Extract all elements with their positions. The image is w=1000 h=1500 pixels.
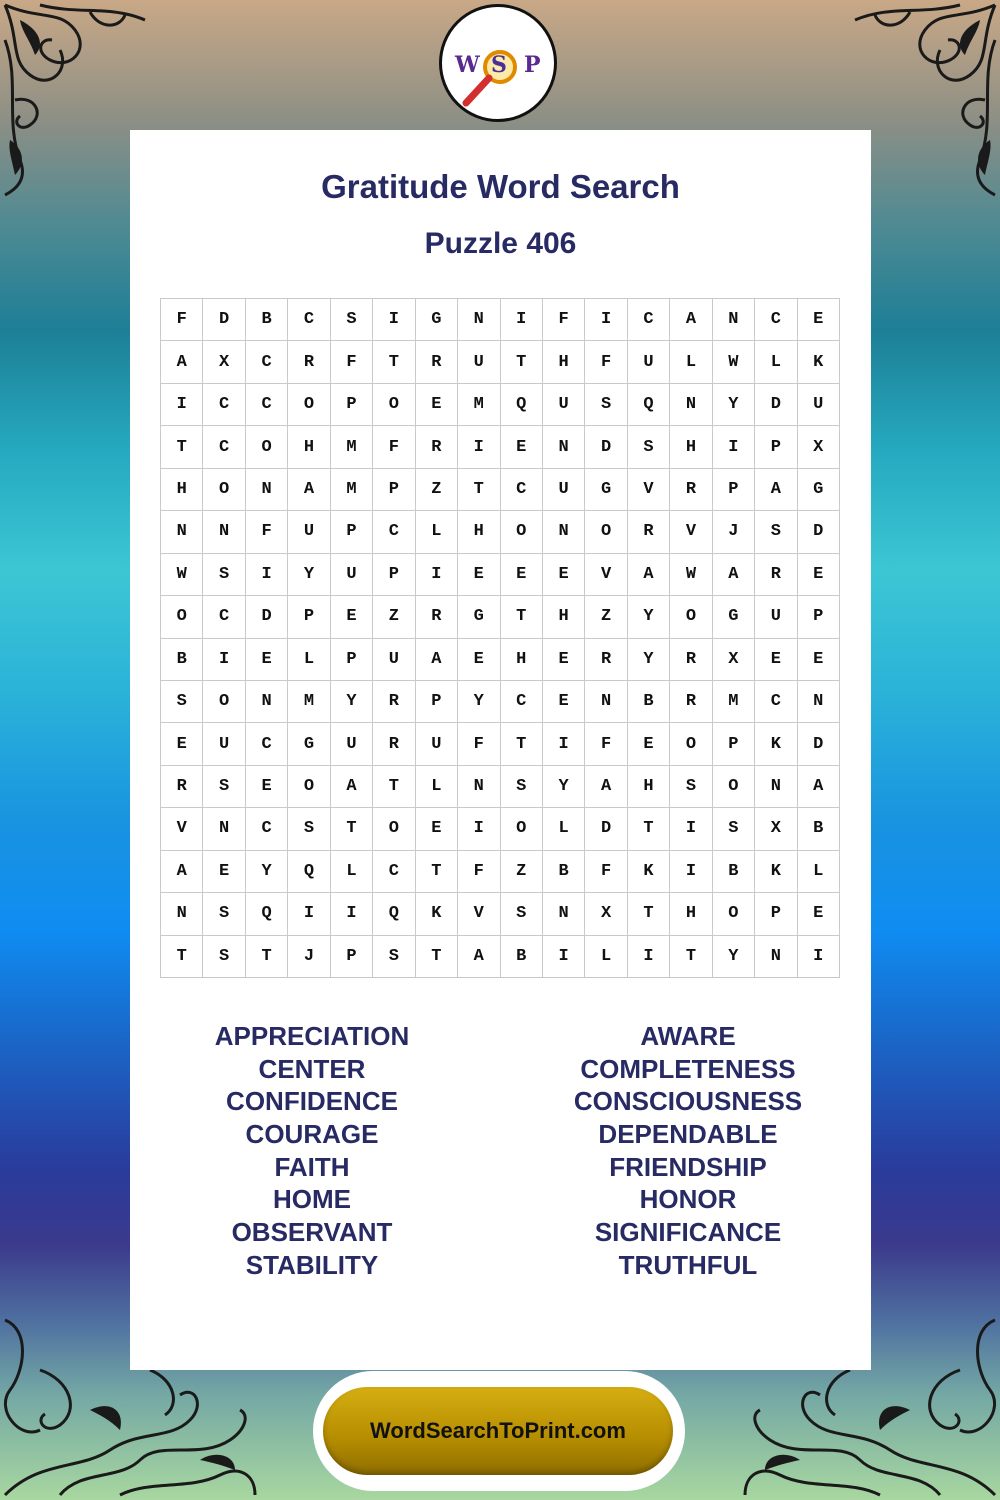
grid-cell[interactable]: N xyxy=(798,681,840,723)
grid-cell[interactable]: F xyxy=(458,723,500,765)
grid-cell[interactable]: V xyxy=(670,511,712,553)
grid-cell[interactable]: Q xyxy=(246,893,288,935)
grid-cell[interactable]: M xyxy=(458,384,500,426)
grid-cell[interactable]: Z xyxy=(416,469,458,511)
grid-cell[interactable]: B xyxy=(798,808,840,850)
grid-cell[interactable]: F xyxy=(585,341,627,383)
ornament-top-right-icon xyxy=(850,0,1000,200)
grid-cell[interactable]: Q xyxy=(501,384,543,426)
grid-cell[interactable]: Y xyxy=(543,766,585,808)
grid-cell[interactable]: M xyxy=(331,426,373,468)
grid-cell[interactable]: E xyxy=(755,639,797,681)
grid-cell[interactable]: T xyxy=(161,936,203,978)
grid-cell[interactable]: L xyxy=(755,341,797,383)
grid-cell[interactable]: C xyxy=(628,299,670,341)
grid-cell[interactable]: O xyxy=(288,384,330,426)
grid-cell[interactable]: P xyxy=(288,596,330,638)
grid-cell[interactable]: B xyxy=(628,681,670,723)
grid-cell[interactable]: A xyxy=(458,936,500,978)
grid-cell[interactable]: J xyxy=(713,511,755,553)
grid-cell[interactable]: I xyxy=(501,299,543,341)
logo-letter-p: P xyxy=(524,52,541,78)
grid-cell[interactable]: H xyxy=(543,596,585,638)
grid-cell[interactable]: T xyxy=(501,723,543,765)
footer-banner xyxy=(313,1371,685,1491)
grid-cell[interactable]: U xyxy=(331,723,373,765)
grid-cell[interactable]: I xyxy=(713,426,755,468)
grid-cell[interactable]: E xyxy=(458,554,500,596)
grid-cell[interactable]: Y xyxy=(628,596,670,638)
grid-cell[interactable]: R xyxy=(416,426,458,468)
grid-cell[interactable]: N xyxy=(246,469,288,511)
grid-cell[interactable]: K xyxy=(755,723,797,765)
grid-cell[interactable]: X xyxy=(585,893,627,935)
word-item: OBSERVANT xyxy=(231,1217,393,1248)
grid-cell[interactable]: K xyxy=(416,893,458,935)
grid-cell[interactable]: I xyxy=(416,554,458,596)
grid-cell[interactable]: S xyxy=(331,299,373,341)
grid-cell[interactable]: M xyxy=(288,681,330,723)
grid-cell[interactable]: I xyxy=(331,893,373,935)
grid-cell[interactable]: L xyxy=(331,851,373,893)
grid-cell[interactable]: T xyxy=(670,936,712,978)
grid-cell[interactable]: U xyxy=(458,341,500,383)
puzzle-card xyxy=(130,130,871,1370)
grid-cell[interactable]: L xyxy=(416,766,458,808)
grid-cell[interactable]: D xyxy=(585,426,627,468)
grid-cell[interactable]: F xyxy=(543,299,585,341)
grid-cell[interactable]: N xyxy=(543,511,585,553)
grid-cell[interactable]: C xyxy=(501,681,543,723)
footer-link[interactable] xyxy=(323,1387,673,1475)
grid-cell[interactable]: Y xyxy=(713,936,755,978)
word-item: SIGNIFICANCE xyxy=(594,1217,782,1248)
grid-cell[interactable]: U xyxy=(755,596,797,638)
grid-cell[interactable]: B xyxy=(713,851,755,893)
grid-cell[interactable]: G xyxy=(713,596,755,638)
grid-cell[interactable]: S xyxy=(670,766,712,808)
grid-cell[interactable]: U xyxy=(203,723,245,765)
grid-cell[interactable]: E xyxy=(798,299,840,341)
grid-cell[interactable]: E xyxy=(246,766,288,808)
grid-cell[interactable]: C xyxy=(246,723,288,765)
grid-cell[interactable]: I xyxy=(798,936,840,978)
grid-cell[interactable]: L xyxy=(585,936,627,978)
word-item: CENTER xyxy=(258,1053,366,1084)
grid-cell[interactable]: A xyxy=(713,554,755,596)
grid-cell[interactable]: C xyxy=(246,384,288,426)
grid-cell[interactable]: I xyxy=(458,808,500,850)
grid-cell[interactable]: U xyxy=(798,384,840,426)
grid-cell[interactable]: E xyxy=(161,723,203,765)
grid-cell[interactable]: X xyxy=(203,341,245,383)
grid-cell[interactable]: E xyxy=(416,808,458,850)
grid-cell[interactable]: N xyxy=(458,299,500,341)
grid-cell[interactable]: I xyxy=(458,426,500,468)
grid-cell[interactable]: Y xyxy=(713,384,755,426)
grid-cell[interactable]: R xyxy=(416,596,458,638)
grid-cell[interactable]: S xyxy=(161,681,203,723)
grid-cell[interactable]: Y xyxy=(628,639,670,681)
grid-cell[interactable]: E xyxy=(798,639,840,681)
grid-cell[interactable]: T xyxy=(628,893,670,935)
grid-cell[interactable]: V xyxy=(585,554,627,596)
grid-cell[interactable]: S xyxy=(288,808,330,850)
grid-cell[interactable]: R xyxy=(670,639,712,681)
grid-cell[interactable]: R xyxy=(416,341,458,383)
grid-cell[interactable]: U xyxy=(416,723,458,765)
grid-cell[interactable]: O xyxy=(713,893,755,935)
letter-grid xyxy=(160,298,840,978)
grid-cell[interactable]: M xyxy=(331,469,373,511)
grid-cell[interactable]: X xyxy=(755,808,797,850)
grid-cell[interactable]: C xyxy=(203,426,245,468)
grid-cell[interactable]: R xyxy=(373,681,415,723)
grid-cell[interactable]: P xyxy=(373,554,415,596)
grid-cell[interactable]: A xyxy=(288,469,330,511)
grid-cell[interactable]: O xyxy=(670,723,712,765)
grid-cell[interactable]: O xyxy=(501,808,543,850)
word-item: APPRECIATION xyxy=(214,1021,410,1051)
grid-cell[interactable]: P xyxy=(713,723,755,765)
grid-cell[interactable]: E xyxy=(543,639,585,681)
grid-cell[interactable]: V xyxy=(161,808,203,850)
grid-cell[interactable]: C xyxy=(755,681,797,723)
grid-cell[interactable]: I xyxy=(585,299,627,341)
grid-cell[interactable]: N xyxy=(203,511,245,553)
grid-cell[interactable]: N xyxy=(161,511,203,553)
grid-cell[interactable]: P xyxy=(331,384,373,426)
grid-cell[interactable]: F xyxy=(373,426,415,468)
grid-cell[interactable]: I xyxy=(288,893,330,935)
grid-cell[interactable]: S xyxy=(713,808,755,850)
grid-cell[interactable]: T xyxy=(246,936,288,978)
grid-cell[interactable]: L xyxy=(416,511,458,553)
grid-cell[interactable]: I xyxy=(161,384,203,426)
grid-cell[interactable]: T xyxy=(331,808,373,850)
grid-cell[interactable]: H xyxy=(501,639,543,681)
grid-cell[interactable]: Y xyxy=(458,681,500,723)
grid-cell[interactable]: O xyxy=(203,681,245,723)
grid-cell[interactable]: I xyxy=(203,639,245,681)
grid-cell[interactable]: D xyxy=(755,384,797,426)
grid-cell[interactable]: W xyxy=(713,341,755,383)
word-list-left xyxy=(162,1020,462,1282)
grid-cell[interactable]: N xyxy=(161,893,203,935)
word-item: TRUTHFUL xyxy=(618,1249,758,1280)
grid-cell[interactable]: R xyxy=(670,469,712,511)
grid-cell[interactable]: G xyxy=(288,723,330,765)
grid-cell[interactable]: G xyxy=(585,469,627,511)
grid-cell[interactable]: T xyxy=(416,936,458,978)
grid-cell[interactable]: L xyxy=(288,639,330,681)
grid-cell[interactable]: J xyxy=(288,936,330,978)
grid-cell[interactable]: T xyxy=(501,596,543,638)
grid-cell[interactable]: P xyxy=(331,639,373,681)
grid-cell[interactable]: C xyxy=(203,384,245,426)
grid-cell[interactable]: O xyxy=(246,426,288,468)
grid-cell[interactable]: O xyxy=(203,469,245,511)
word-item: DEPENDABLE xyxy=(598,1119,778,1150)
grid-cell[interactable]: E xyxy=(203,851,245,893)
grid-cell[interactable]: I xyxy=(543,723,585,765)
grid-cell[interactable]: H xyxy=(543,341,585,383)
grid-cell[interactable]: F xyxy=(161,299,203,341)
grid-cell[interactable]: E xyxy=(798,554,840,596)
grid-cell[interactable]: A xyxy=(670,299,712,341)
grid-cell[interactable]: S xyxy=(628,426,670,468)
grid-cell[interactable]: B xyxy=(543,851,585,893)
word-item: FRIENDSHIP xyxy=(609,1151,767,1182)
grid-cell[interactable]: Y xyxy=(288,554,330,596)
grid-cell[interactable]: O xyxy=(585,511,627,553)
grid-cell[interactable]: N xyxy=(755,936,797,978)
grid-cell[interactable]: V xyxy=(628,469,670,511)
grid-cell[interactable]: O xyxy=(161,596,203,638)
grid-cell[interactable]: S xyxy=(755,511,797,553)
grid-cell[interactable]: I xyxy=(246,554,288,596)
grid-cell[interactable]: P xyxy=(416,681,458,723)
grid-cell[interactable]: A xyxy=(585,766,627,808)
logo-letter-s: S xyxy=(491,52,507,78)
grid-cell[interactable]: G xyxy=(458,596,500,638)
grid-cell[interactable]: U xyxy=(628,341,670,383)
footer-site-name: WordSearchToPrint.com xyxy=(370,1418,626,1443)
grid-cell[interactable]: N xyxy=(458,766,500,808)
grid-cell[interactable]: R xyxy=(755,554,797,596)
grid-cell[interactable]: P xyxy=(755,426,797,468)
grid-cell[interactable]: D xyxy=(246,596,288,638)
grid-cell[interactable]: E xyxy=(543,681,585,723)
grid-cell[interactable]: A xyxy=(331,766,373,808)
grid-cell[interactable]: I xyxy=(373,299,415,341)
grid-cell[interactable]: Y xyxy=(331,681,373,723)
grid-cell[interactable]: S xyxy=(501,893,543,935)
grid-cell[interactable]: U xyxy=(543,384,585,426)
grid-cell[interactable]: I xyxy=(670,851,712,893)
grid-cell[interactable]: A xyxy=(161,341,203,383)
grid-cell[interactable]: L xyxy=(670,341,712,383)
grid-cell[interactable]: E xyxy=(416,384,458,426)
grid-cell[interactable]: I xyxy=(670,808,712,850)
grid-cell[interactable]: R xyxy=(288,341,330,383)
grid-cell[interactable]: R xyxy=(585,639,627,681)
grid-cell[interactable]: D xyxy=(585,808,627,850)
grid-cell[interactable]: A xyxy=(798,766,840,808)
grid-cell[interactable]: L xyxy=(543,808,585,850)
grid-cell[interactable]: C xyxy=(373,851,415,893)
word-item: AWARE xyxy=(640,1021,736,1051)
grid-cell[interactable]: F xyxy=(585,851,627,893)
word-item: FAITH xyxy=(274,1151,350,1182)
grid-cell[interactable]: H xyxy=(161,469,203,511)
grid-cell[interactable]: W xyxy=(670,554,712,596)
grid-cell[interactable]: R xyxy=(161,766,203,808)
grid-cell[interactable]: P xyxy=(331,936,373,978)
grid-cell[interactable]: T xyxy=(373,766,415,808)
grid-cell[interactable]: C xyxy=(246,808,288,850)
grid-cell[interactable]: A xyxy=(628,554,670,596)
grid-cell[interactable]: T xyxy=(458,469,500,511)
grid-cell[interactable]: F xyxy=(246,511,288,553)
grid-cell[interactable]: Q xyxy=(628,384,670,426)
grid-cell[interactable]: O xyxy=(713,766,755,808)
grid-cell[interactable]: Z xyxy=(585,596,627,638)
site-logo[interactable] xyxy=(439,4,557,122)
grid-cell[interactable]: G xyxy=(798,469,840,511)
grid-cell[interactable]: I xyxy=(628,936,670,978)
grid-cell[interactable]: L xyxy=(798,851,840,893)
grid-cell[interactable]: E xyxy=(501,426,543,468)
word-item: HONOR xyxy=(639,1184,737,1215)
grid-cell[interactable]: N xyxy=(203,808,245,850)
grid-cell[interactable]: B xyxy=(246,299,288,341)
grid-cell[interactable]: E xyxy=(331,596,373,638)
grid-cell[interactable]: N xyxy=(755,766,797,808)
grid-cell[interactable]: O xyxy=(670,596,712,638)
grid-cell[interactable]: H xyxy=(288,426,330,468)
grid-cell[interactable]: X xyxy=(798,426,840,468)
grid-cell[interactable]: M xyxy=(713,681,755,723)
grid-cell[interactable]: T xyxy=(373,341,415,383)
grid-cell[interactable]: T xyxy=(161,426,203,468)
grid-cell[interactable]: F xyxy=(458,851,500,893)
word-item: STABILITY xyxy=(245,1249,379,1280)
grid-cell[interactable]: R xyxy=(373,723,415,765)
grid-cell[interactable]: U xyxy=(543,469,585,511)
grid-cell[interactable]: Q xyxy=(373,893,415,935)
grid-cell[interactable]: S xyxy=(585,384,627,426)
word-item: HOME xyxy=(273,1184,351,1215)
grid-cell[interactable]: N xyxy=(246,681,288,723)
grid-cell[interactable]: O xyxy=(373,808,415,850)
grid-cell[interactable]: P xyxy=(798,596,840,638)
grid-cell[interactable]: W xyxy=(161,554,203,596)
puzzle-title: Gratitude Word Search xyxy=(321,168,680,205)
grid-cell[interactable]: P xyxy=(755,893,797,935)
ornament-top-left-icon xyxy=(0,0,150,200)
grid-cell[interactable]: N xyxy=(670,384,712,426)
grid-cell[interactable]: U xyxy=(288,511,330,553)
grid-cell[interactable]: X xyxy=(713,639,755,681)
grid-cell[interactable]: N xyxy=(585,681,627,723)
grid-cell[interactable]: H xyxy=(670,893,712,935)
grid-cell[interactable]: R xyxy=(670,681,712,723)
grid-cell[interactable]: K xyxy=(798,341,840,383)
grid-cell[interactable]: P xyxy=(373,469,415,511)
grid-cell[interactable]: S xyxy=(203,554,245,596)
grid-cell[interactable]: H xyxy=(458,511,500,553)
grid-cell[interactable]: S xyxy=(501,766,543,808)
grid-cell[interactable]: C xyxy=(288,299,330,341)
grid-cell[interactable]: T xyxy=(628,808,670,850)
grid-cell[interactable]: C xyxy=(501,469,543,511)
grid-cell[interactable]: B xyxy=(161,639,203,681)
grid-cell[interactable]: E xyxy=(501,554,543,596)
grid-cell[interactable]: H xyxy=(628,766,670,808)
grid-cell[interactable]: B xyxy=(501,936,543,978)
grid-cell[interactable]: T xyxy=(416,851,458,893)
grid-cell[interactable]: S xyxy=(203,893,245,935)
logo-letter-w: W xyxy=(455,52,480,78)
grid-cell[interactable]: E xyxy=(543,554,585,596)
grid-cell[interactable]: Q xyxy=(288,851,330,893)
puzzle-number: Puzzle 406 xyxy=(424,227,577,260)
grid-cell[interactable]: S xyxy=(203,766,245,808)
grid-cell[interactable]: F xyxy=(331,341,373,383)
grid-cell[interactable]: O xyxy=(288,766,330,808)
grid-cell[interactable]: O xyxy=(373,384,415,426)
grid-cell[interactable]: Y xyxy=(246,851,288,893)
grid-cell[interactable]: A xyxy=(161,851,203,893)
grid-cell[interactable]: O xyxy=(501,511,543,553)
grid-cell[interactable]: K xyxy=(755,851,797,893)
grid-cell[interactable]: U xyxy=(331,554,373,596)
word-item: CONSCIOUSNESS xyxy=(573,1086,803,1117)
grid-cell[interactable]: K xyxy=(628,851,670,893)
grid-cell[interactable]: N xyxy=(543,426,585,468)
grid-cell[interactable]: D xyxy=(798,723,840,765)
grid-cell[interactable]: Z xyxy=(373,596,415,638)
grid-cell[interactable]: F xyxy=(585,723,627,765)
grid-cell[interactable]: D xyxy=(203,299,245,341)
word-list-right xyxy=(538,1020,838,1282)
grid-cell[interactable]: D xyxy=(798,511,840,553)
grid-cell[interactable]: Z xyxy=(501,851,543,893)
grid-cell[interactable]: S xyxy=(373,936,415,978)
grid-cell[interactable]: E xyxy=(458,639,500,681)
grid-cell[interactable]: A xyxy=(755,469,797,511)
grid-cell[interactable]: P xyxy=(331,511,373,553)
grid-cell[interactable]: V xyxy=(458,893,500,935)
grid-cell[interactable]: I xyxy=(543,936,585,978)
grid-cell[interactable]: U xyxy=(373,639,415,681)
grid-cell[interactable]: S xyxy=(203,936,245,978)
grid-cell[interactable]: E xyxy=(628,723,670,765)
word-item: COURAGE xyxy=(245,1119,379,1150)
grid-cell[interactable]: H xyxy=(670,426,712,468)
grid-cell[interactable]: C xyxy=(246,341,288,383)
grid-cell[interactable]: G xyxy=(416,299,458,341)
grid-cell[interactable]: C xyxy=(755,299,797,341)
word-item: CONFIDENCE xyxy=(226,1086,398,1117)
grid-cell[interactable]: N xyxy=(543,893,585,935)
word-item: COMPLETENESS xyxy=(580,1053,796,1084)
grid-cell[interactable]: E xyxy=(246,639,288,681)
grid-cell[interactable]: R xyxy=(628,511,670,553)
grid-cell[interactable]: P xyxy=(713,469,755,511)
grid-cell[interactable]: T xyxy=(501,341,543,383)
grid-cell[interactable]: C xyxy=(373,511,415,553)
grid-cell[interactable]: N xyxy=(713,299,755,341)
grid-cell[interactable]: C xyxy=(203,596,245,638)
grid-cell[interactable]: E xyxy=(798,893,840,935)
grid-cell[interactable]: A xyxy=(416,639,458,681)
